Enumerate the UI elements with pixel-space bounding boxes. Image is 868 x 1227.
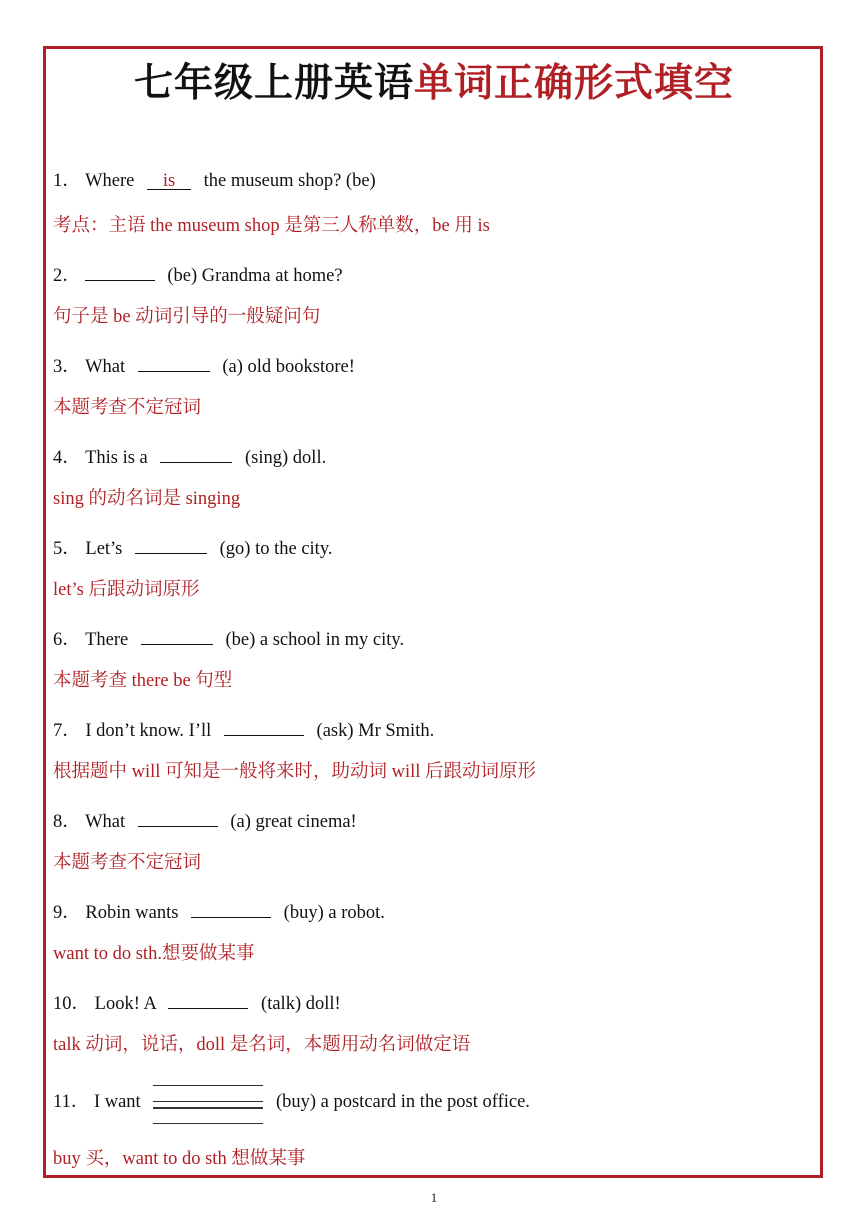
answer-blank-triple-line[interactable] [153, 1081, 263, 1125]
answer-blank[interactable] [224, 715, 304, 736]
question-prefix: There [85, 630, 129, 650]
question-prefix: I want [93, 1092, 141, 1112]
question-number: 8． [53, 812, 81, 832]
question-suffix: (go) to the city. [219, 539, 333, 559]
explanation-1: 考点：主语 the museum shop 是第三人称单数，be 用 is [53, 216, 490, 236]
question-suffix: (be) Grandma at home? [167, 266, 343, 286]
question-number: 1． [53, 171, 81, 191]
explanation-8: 本题考查不定冠词 [53, 853, 202, 873]
question-11 [53, 1079, 530, 1125]
answer-blank[interactable] [135, 533, 207, 554]
page-title [0, 60, 868, 108]
question-prefix: What [85, 357, 126, 377]
question-7 [53, 715, 434, 743]
question-suffix: (be) a school in my city. [225, 630, 405, 650]
question-prefix: I don’t know. I’ll [85, 721, 212, 741]
answer-blank[interactable] [160, 442, 232, 463]
answer-blank[interactable] [191, 897, 271, 918]
question-number: 6． [53, 630, 81, 650]
question-number: 9． [53, 903, 81, 923]
title-red-part: 单词正确形式填空 [414, 61, 735, 106]
question-number: 10． [53, 994, 91, 1014]
explanation-6: 本题考查 there be 句型 [53, 671, 233, 691]
question-suffix: the museum shop? (be) [203, 171, 376, 191]
question-1 [53, 169, 376, 193]
question-suffix: (buy) a postcard in the post office. [275, 1092, 530, 1112]
question-prefix: Robin wants [85, 903, 179, 923]
question-suffix: (buy) a robot. [283, 903, 385, 923]
question-4 [53, 442, 326, 470]
title-black-part: 七年级上册英语 [133, 61, 414, 106]
question-number: 4． [53, 448, 81, 468]
page-number: 1 [430, 1190, 438, 1205]
question-number: 3． [53, 357, 81, 377]
answer-blank[interactable] [138, 351, 210, 372]
question-6 [53, 624, 404, 652]
question-9 [53, 897, 385, 925]
answer-blank[interactable] [168, 988, 248, 1009]
question-number: 2． [53, 266, 81, 286]
explanation-10: talk 动词，说话，doll 是名词，本题用动名词做定语 [53, 1035, 471, 1055]
question-10 [53, 988, 341, 1016]
question-suffix: (talk) doll! [261, 994, 341, 1014]
answer-blank[interactable]: is [147, 169, 191, 190]
question-prefix: Let’s [85, 539, 123, 559]
explanation-7: 根据题中 will 可知是一般将来时，助动词 will 后跟动词原形 [53, 762, 537, 782]
question-prefix: What [85, 812, 126, 832]
question-suffix: (a) old bookstore! [222, 357, 355, 377]
answer-blank[interactable] [85, 260, 155, 281]
question-prefix: Look! A [94, 994, 156, 1014]
question-number: 7． [53, 721, 81, 741]
question-prefix: This is a [85, 448, 148, 468]
explanation-11: buy 买，want to do sth 想做某事 [53, 1149, 306, 1169]
explanation-3: 本题考查不定冠词 [53, 398, 202, 418]
answer-blank[interactable] [141, 624, 213, 645]
question-2 [53, 260, 343, 288]
question-5 [53, 533, 333, 561]
question-suffix: (sing) doll. [245, 448, 327, 468]
question-prefix: Where [85, 171, 135, 191]
question-number: 11． [53, 1092, 90, 1112]
explanation-5: let’s 后跟动词原形 [53, 580, 200, 600]
question-number: 5． [53, 539, 81, 559]
explanation-2: 句子是 be 动词引导的一般疑问句 [53, 307, 321, 327]
question-suffix: (a) great cinema! [230, 812, 357, 832]
answer-blank[interactable] [138, 806, 218, 827]
explanation-4: sing 的动名词是 singing [53, 489, 241, 509]
question-8 [53, 806, 357, 834]
question-suffix: (ask) Mr Smith. [316, 721, 435, 741]
question-3 [53, 351, 355, 379]
explanation-9: want to do sth.想要做某事 [53, 944, 255, 964]
